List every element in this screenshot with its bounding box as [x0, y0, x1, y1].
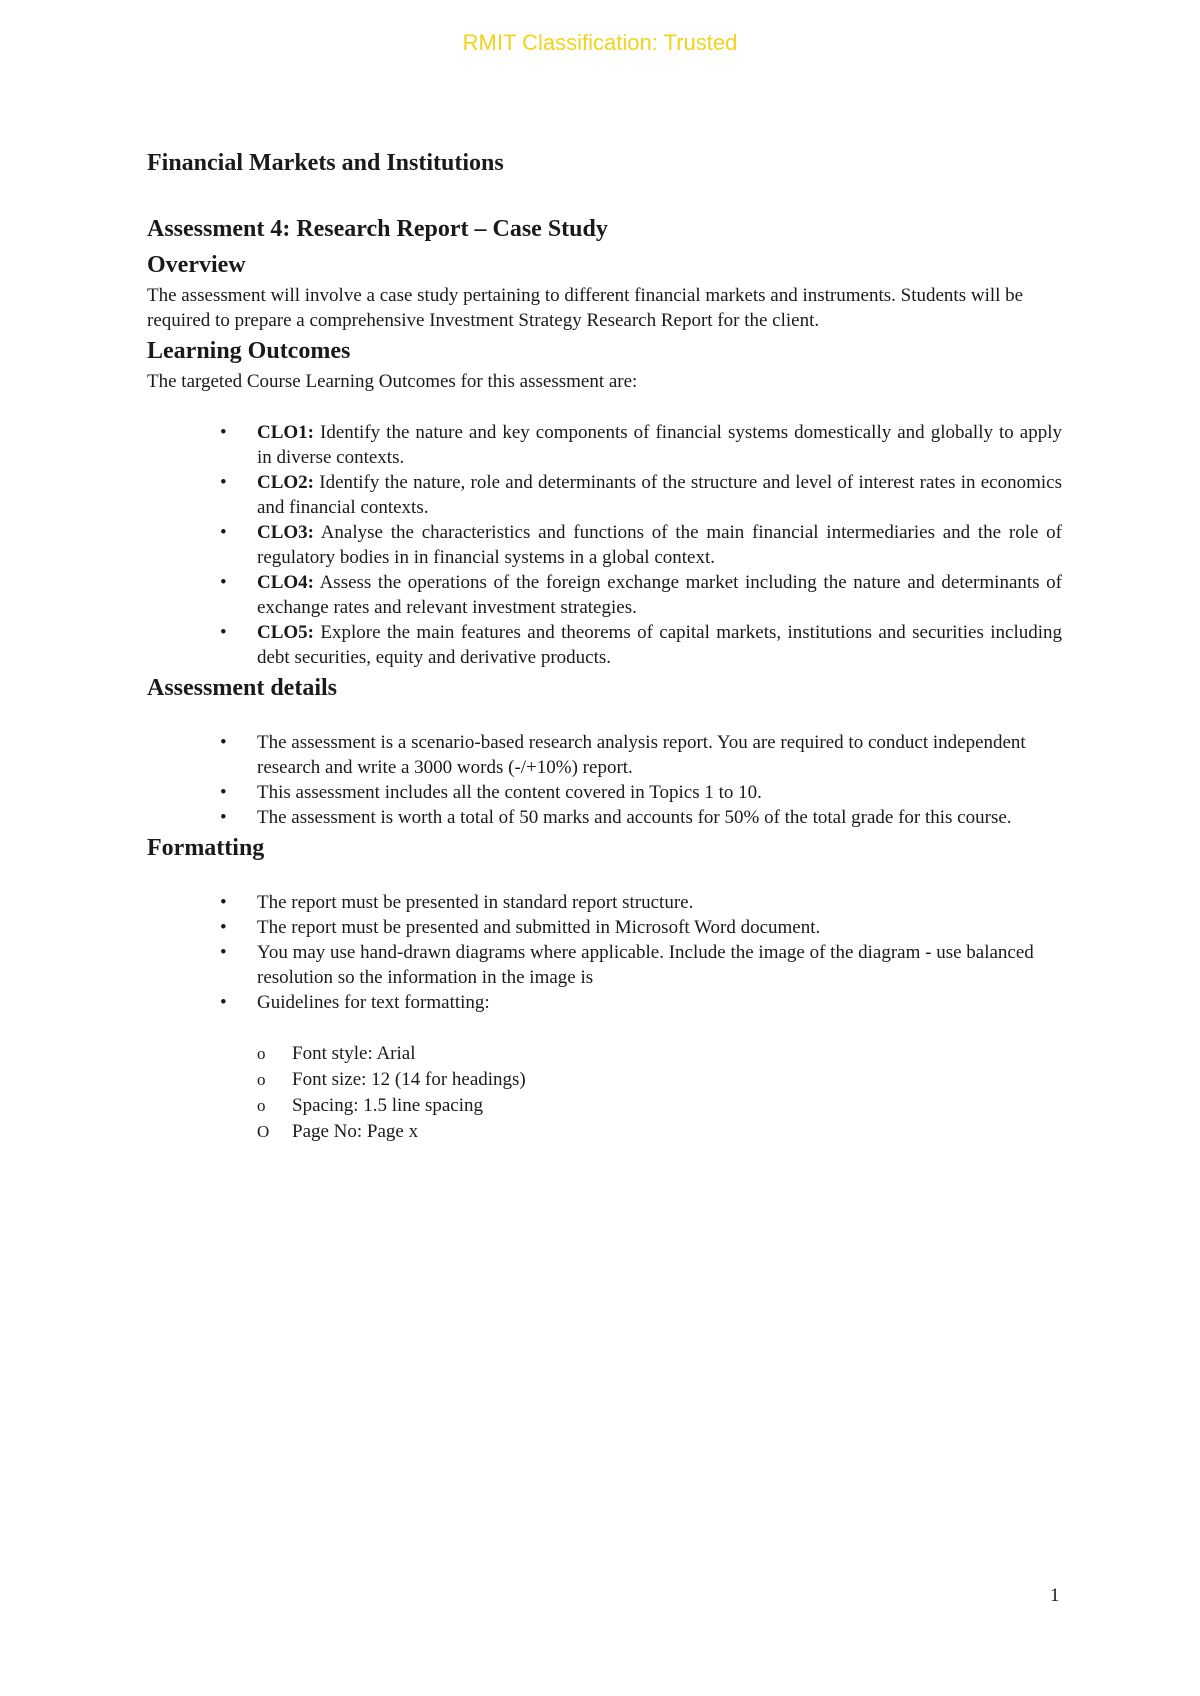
page-number: 1 — [1050, 1585, 1060, 1606]
list-item-text: The report must be presented in standard report structure. — [257, 892, 694, 913]
clo-label: CLO1: — [257, 422, 314, 443]
classification-label: RMIT Classification: Trusted — [462, 30, 738, 55]
sub-list-item-text: Page No: Page x — [292, 1121, 419, 1142]
list-item — [147, 990, 1062, 1015]
clo-label: CLO5: — [257, 622, 314, 643]
sub-list-item — [147, 1067, 1062, 1093]
list-item-text: The report must be presented and submitted in Microsoft Word document. — [257, 917, 821, 938]
overview-text: The assessment will involve a case study pertaining to different financial markets and instruments. Students will be required to prepare a comprehensive Investment Strategy Research Report for the client. — [147, 285, 1024, 331]
circle-bullet-icon: O — [257, 1122, 270, 1141]
clo-text: Analyse the characteristics and functions of the main financial intermediaries and the role of regulatory bodies in in financial systems in a global context. — [257, 522, 1062, 568]
bullet-icon: • — [220, 782, 227, 803]
list-item — [147, 730, 1062, 780]
list-item — [147, 620, 1062, 670]
bullet-icon: • — [220, 422, 227, 443]
list-item — [147, 470, 1062, 520]
list-item — [147, 940, 1062, 990]
sub-list-item — [147, 1041, 1062, 1067]
assessment-details-heading: Assessment details — [147, 675, 337, 701]
bullet-icon: • — [220, 942, 227, 963]
overview-heading: Overview — [147, 252, 246, 278]
clo-label: CLO2: — [257, 472, 314, 493]
list-item — [147, 915, 1062, 940]
sub-list-item — [147, 1119, 1062, 1145]
list-item — [147, 890, 1062, 915]
circle-bullet-icon: o — [257, 1070, 266, 1089]
assessment-title: Assessment 4: Research Report – Case Study — [147, 216, 608, 242]
circle-bullet-icon: o — [257, 1096, 266, 1115]
clo-text: Identify the nature and key components of financial systems domestically and globally to apply in diverse contexts. — [257, 422, 1062, 468]
bullet-icon: • — [220, 892, 227, 913]
bullet-icon: • — [220, 917, 227, 938]
bullet-icon: • — [220, 992, 227, 1013]
bullet-icon: • — [220, 732, 227, 753]
bullet-icon: • — [220, 472, 227, 493]
bullet-icon: • — [220, 522, 227, 543]
learning-outcomes-heading: Learning Outcomes — [147, 338, 351, 364]
assessment-details-list — [147, 730, 1062, 830]
list-item — [147, 570, 1062, 620]
list-item-text: This assessment includes all the content covered in Topics 1 to 10. — [257, 782, 762, 803]
clo-text: Explore the main features and theorems of capital markets, institutions and securities including debt securities, equity and derivative products. — [257, 622, 1062, 668]
sub-list-item-text: Spacing: 1.5 line spacing — [292, 1095, 484, 1116]
text-formatting-sublist — [147, 1041, 1062, 1145]
sub-list-item-text: Font style: Arial — [292, 1043, 416, 1064]
clo-label: CLO3: — [257, 522, 314, 543]
bullet-icon: • — [220, 807, 227, 828]
document-body — [147, 145, 1062, 1145]
bullet-icon: • — [220, 622, 227, 643]
bullet-icon: • — [220, 572, 227, 593]
formatting-list — [147, 890, 1062, 1015]
sub-list-item — [147, 1093, 1062, 1119]
list-item-text: The assessment is worth a total of 50 marks and accounts for 50% of the total grade for this course. — [257, 807, 1012, 828]
clo-text: Identify the nature, role and determinants of the structure and level of interest rates in economics and financial contexts. — [257, 472, 1062, 518]
circle-bullet-icon: o — [257, 1044, 266, 1063]
list-item — [147, 805, 1062, 830]
list-item — [147, 420, 1062, 470]
list-item-text: You may use hand-drawn diagrams where applicable. Include the image of the diagram - use balanced resolution so the information in the image is — [257, 942, 1034, 988]
list-item-text: The assessment is a scenario-based research analysis report. You are required to conduct independent research and write a 3000 words (-/+10%) report. — [257, 732, 1026, 778]
clo-list — [147, 420, 1062, 670]
formatting-heading: Formatting — [147, 835, 265, 861]
learning-outcomes-intro: The targeted Course Learning Outcomes for this assessment are: — [147, 371, 638, 392]
sub-list-item-text: Font size: 12 (14 for headings) — [292, 1069, 526, 1090]
list-item — [147, 780, 1062, 805]
clo-label: CLO4: — [257, 572, 314, 593]
list-item — [147, 520, 1062, 570]
clo-text: Assess the operations of the foreign exchange market including the nature and determinants of exchange rates and relevant investment strategies. — [257, 572, 1062, 618]
list-item-text: Guidelines for text formatting: — [257, 992, 490, 1013]
course-title: Financial Markets and Institutions — [147, 150, 504, 176]
